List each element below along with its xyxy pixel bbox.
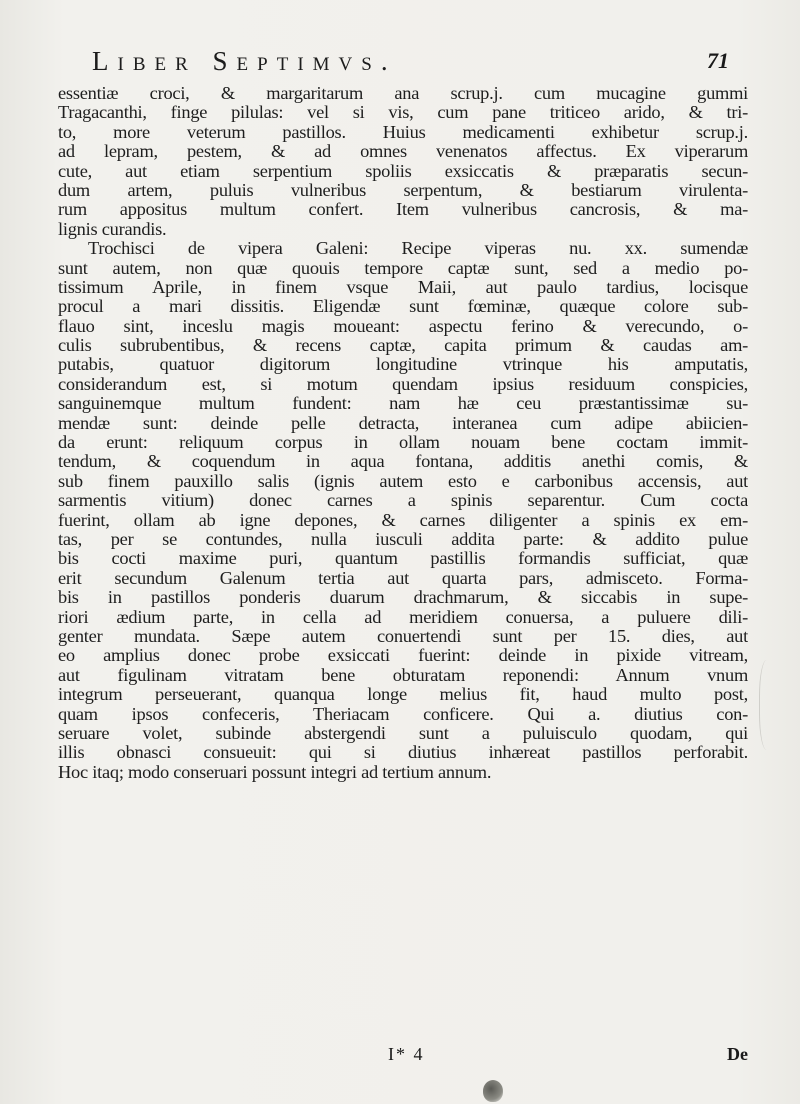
- page-number: 71: [707, 48, 729, 73]
- text-line: sanguinemque multum fundent: nam hæ ceu præstantissimæ su-: [58, 394, 748, 414]
- text-line: genter mundata. Sæpe autem conuertendi sunt per 15. dies, aut: [58, 626, 748, 646]
- text-line: rum appositus multum confert. Item vulneribus cancrosis, & ma-: [58, 200, 748, 220]
- text-line: dum artem, puluis vulneribus serpentum, & bestiarum virulenta-: [58, 180, 748, 200]
- body-text: [58, 84, 748, 782]
- text-line: putabis, quatuor digitorum longitudine vtrinque his amputatis,: [58, 355, 748, 375]
- text-line: procul a mari dissitis. Eligendæ sunt fœminæ, quæque colore sub-: [58, 297, 748, 317]
- text-line: fuerint, ollam ab igne depones, & carnes diligenter a spinis ex em-: [58, 510, 748, 530]
- text-line: bis cocti maxime puri, quantum pastillis formandis sufficiat, quæ: [58, 549, 748, 569]
- text-line: lignis curandis.: [58, 219, 167, 239]
- text-line: cute, aut etiam serpentium spoliis exsiccatis & præparatis secun-: [58, 161, 748, 181]
- ink-stain: [483, 1080, 503, 1102]
- text-line: essentiæ croci, & margaritarum ana scrup.j. cum mucagine gummi: [58, 84, 748, 103]
- text-line: quam ipsos confeceris, Theriacam conficere. Qui a. diutius con-: [58, 704, 748, 724]
- text-line: seruare volet, subinde abstergendi sunt a puluisculo quodam, qui: [58, 723, 748, 743]
- text-line: Trochisci de vipera Galeni: Recipe viperas nu. xx. sumendæ: [88, 239, 748, 259]
- text-line: tas, per se contundes, nulla iusculi addita parte: & addito pulue: [58, 529, 748, 549]
- running-head: Liber Septimvs.: [92, 46, 397, 76]
- text-line: Tragacanthi, finge pilulas: vel si vis, cum pane triticeo arido, & tri-: [58, 103, 748, 123]
- text-line: ad lepram, pestem, & ad omnes venenatos affectus. Ex viperarum: [58, 142, 748, 162]
- page-footer: [58, 1044, 748, 1068]
- text-line: Hoc itaq; modo conseruari possunt integri ad tertium annum.: [58, 762, 492, 782]
- text-line: erit secundum Galenum tertia aut quarta pars, admisceto. Forma-: [58, 568, 748, 588]
- text-line: tendum, & coquendum in aqua fontana, additis anethi comis, &: [58, 452, 748, 472]
- text-line: sub finem pauxillo salis (ignis autem esto e carbonibus accensis, aut: [58, 471, 748, 491]
- text-line: to, more veterum pastillos. Huius medicamenti exhibetur scrup.j.: [58, 122, 748, 142]
- text-line: riori ædium parte, in cella ad meridiem conuersa, a puluere dili-: [58, 607, 748, 627]
- text-line: integrum perseuerant, quanqua longe melius fit, haud multo post,: [58, 685, 748, 705]
- text-line: culis subrubentibus, & recens captæ, capita primum & caudas am-: [58, 336, 748, 356]
- text-line: bis in pastillos ponderis duarum drachmarum, & siccabis in supe-: [58, 588, 748, 608]
- text-line: da erunt: reliquum corpus in ollam nouam bene coctam immit-: [58, 433, 748, 453]
- signature-mark: I* 4: [388, 1044, 425, 1064]
- catchword: De: [727, 1044, 748, 1064]
- text-line: tissimum Aprile, in finem vsque Maii, aut paulo tardius, locisque: [58, 277, 748, 297]
- text-line: flauo sint, inceslu magis moueant: aspectu ferino & verecundo, o-: [58, 316, 748, 336]
- text-line: considerandum est, si motum quendam ipsius residuum conspicies,: [58, 374, 748, 394]
- text-line: mendæ sunt: deinde pelle detracta, interanea cum adipe abiicien-: [58, 413, 748, 433]
- text-line: illis obnasci consueuit: qui si diutius inhæreat pastillos perforabit.: [58, 743, 748, 763]
- text-line: sunt autem, non quæ quouis tempore captæ sunt, sed a medio po-: [58, 258, 748, 278]
- paper-fold-mark: [759, 660, 778, 750]
- text-line: aut figulinam vitratam bene obturatam reponendi: Annum vnum: [58, 665, 748, 685]
- text-line: eo amplius donec probe exsiccati fuerint: deinde in pixide vitream,: [58, 646, 748, 666]
- text-line: sarmentis vitium) donec carnes a spinis separentur. Cum cocta: [58, 491, 748, 511]
- page-header: [92, 42, 737, 82]
